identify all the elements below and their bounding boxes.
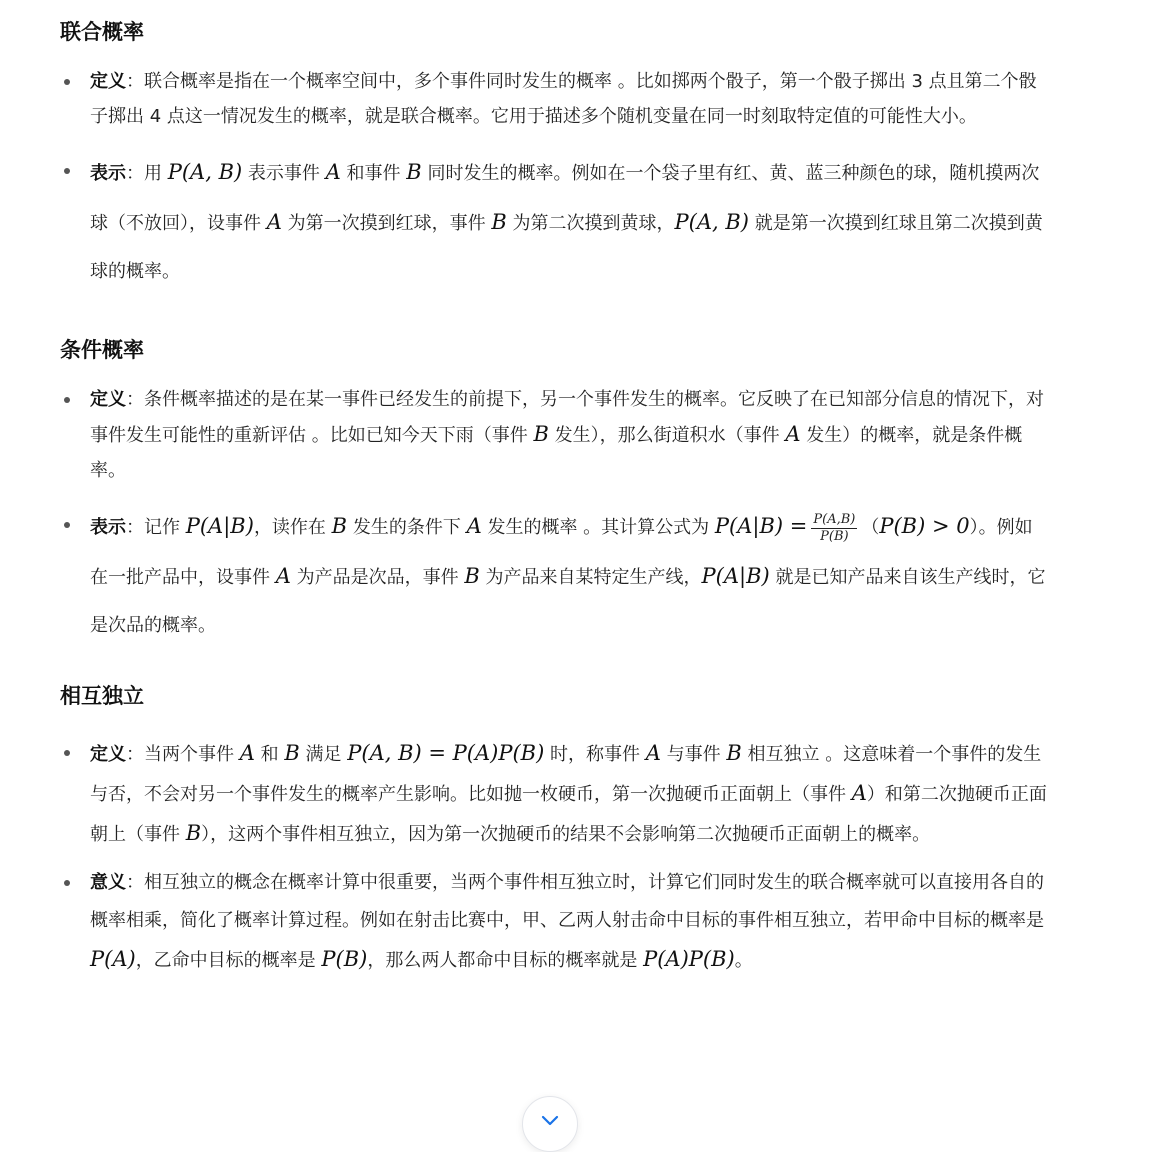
bullet-dot-icon <box>64 522 70 528</box>
math-expression: B <box>406 160 422 184</box>
fraction-denominator: P(B) <box>820 528 849 544</box>
bullet-dot-icon <box>64 880 70 886</box>
term-label: 定义 <box>90 71 126 92</box>
term-label: 定义 <box>90 744 126 765</box>
term-label: 意义 <box>90 872 126 893</box>
list-item: 表示：用 P(A, B) 表示事件 A 和事件 B 同时发生的概率。例如在一个袋子里有红、黄、蓝三种颜色的球，随机摸两次球（不放回），设事件 A 为第一次摸到红球，事件 B 为第二次摸到黄球，P(A, B) 就是第一次摸到红球且第二次摸到黄球的概率。 <box>60 148 1050 296</box>
article-content <box>60 16 1050 980</box>
list-item: 定义：当两个事件 A 和 B 满足 P(A, B) = P(A)P(B) 时，称事件 A 与事件 B 相互独立 。这意味着一个事件的发生与否，不会对另一个事件发生的概率产生影响。比如抛一枚硬币，第一次抛硬币正面朝上（事件 A）和第二次抛硬币正面朝上（事件 B），这两个事件相互独立，因为第一次抛硬币的结果不会影响第二次抛硬币正面朝上的概率。 <box>60 734 1050 854</box>
term-label: 表示 <box>90 517 126 538</box>
math-expression: A <box>466 514 482 538</box>
bullet-dot-icon <box>64 397 70 403</box>
math-expression: P(A, B) <box>674 210 749 234</box>
term-label: 定义 <box>90 389 126 410</box>
section-title-mutual-independence: 相互独立 <box>60 684 144 708</box>
math-expression: B <box>185 821 202 845</box>
math-expression: A <box>645 741 661 765</box>
bullet-dot-icon <box>64 750 70 756</box>
list-item: 定义：联合概率是指在一个概率空间中，多个事件同时发生的概率 。比如掷两个骰子，第一个骰子掷出 3 点且第二个骰子掷出 4 点这一情况发生的概率，就是联合概率。它用于描述多个随机变量在同一时刻取特定值的可能性大小。 <box>60 64 1050 134</box>
math-expression: B <box>533 422 549 446</box>
math-expression: B <box>491 210 507 234</box>
chevron-down-icon <box>540 1111 560 1131</box>
list-item: 表示：记作 P(A|B)，读作在 B 发生的条件下 A 发生的概率 。其计算公式为 P(A|B) = $\frac{P(A,B)}{P(B)}$ （P(B) > 0）。例如在一批产品中，设事件 A 为产品是次品，事件 B 为产品来自某特定生产线，P(A|B) 就是已知产品来自该生产线时，它是次品的概率。 <box>60 502 1050 650</box>
scroll-to-bottom-button[interactable] <box>522 1096 578 1152</box>
math-expression: B <box>284 741 300 765</box>
bullet-list <box>60 734 1050 980</box>
math-expression: A <box>275 564 291 588</box>
fraction-numerator: P(A,B) <box>813 511 856 527</box>
math-expression: P(A|B) <box>701 564 770 588</box>
section-title-conditional-probability: 条件概率 <box>60 338 144 362</box>
term-label: 表示 <box>90 163 126 184</box>
bullet-dot-icon <box>64 168 70 174</box>
fraction <box>811 513 857 544</box>
list-item: 定义：条件概率描述的是在某一事件已经发生的前提下，另一个事件发生的概率。它反映了在已知部分信息的情况下，对事件发生可能性的重新评估 。比如已知今天下雨（事件 B 发生），那么街道积水（事件 A 发生）的概率，就是条件概率。 <box>60 382 1050 488</box>
math-expression: P(A, B) <box>167 160 243 184</box>
math-expression: P(A) <box>90 947 136 971</box>
list-item: 意义：相互独立的概念在概率计算中很重要，当两个事件相互独立时，计算它们同时发生的联合概率就可以直接用各自的概率相乘，简化了概率计算过程。例如在射击比赛中，甲、乙两人射击命中目标的事件相互独立，若甲命中目标的概率是 P(A)，乙命中目标的概率是 P(B)，那么两人都命中目标的概率就是 P(A)P(B)。 <box>60 864 1050 980</box>
math-expression: A <box>266 210 282 234</box>
math-expression: P(A)P(B) <box>643 947 735 971</box>
bullet-list <box>60 382 1050 650</box>
math-expression: A <box>239 741 255 765</box>
math-expression: B <box>464 564 480 588</box>
math-expression: P(B) > 0 <box>879 514 970 538</box>
math-expression: P(A|B) = <box>714 514 808 538</box>
bullet-dot-icon <box>64 79 70 85</box>
math-expression: B <box>331 514 348 538</box>
item-text: 联合概率是指在一个概率空间中，多个事件同时发生的概率 。比如掷两个骰子，第一个骰子掷出 3 点且第二个骰子掷出 4 点这一情况发生的概率，就是联合概率。它用于描述多个随机变量在同一时刻取特定值的可能性大小。 <box>90 71 1037 127</box>
math-expression: B <box>726 741 742 765</box>
math-expression: P(A, B) = P(A)P(B) <box>347 741 545 765</box>
math-expression: P(B) <box>321 947 368 971</box>
math-expression: A <box>851 781 867 805</box>
math-expression: A <box>785 422 801 446</box>
bullet-list <box>60 64 1050 296</box>
math-expression: A <box>325 160 341 184</box>
section-title-joint-probability: 联合概率 <box>60 20 144 44</box>
math-expression: P(A|B) <box>185 514 254 538</box>
